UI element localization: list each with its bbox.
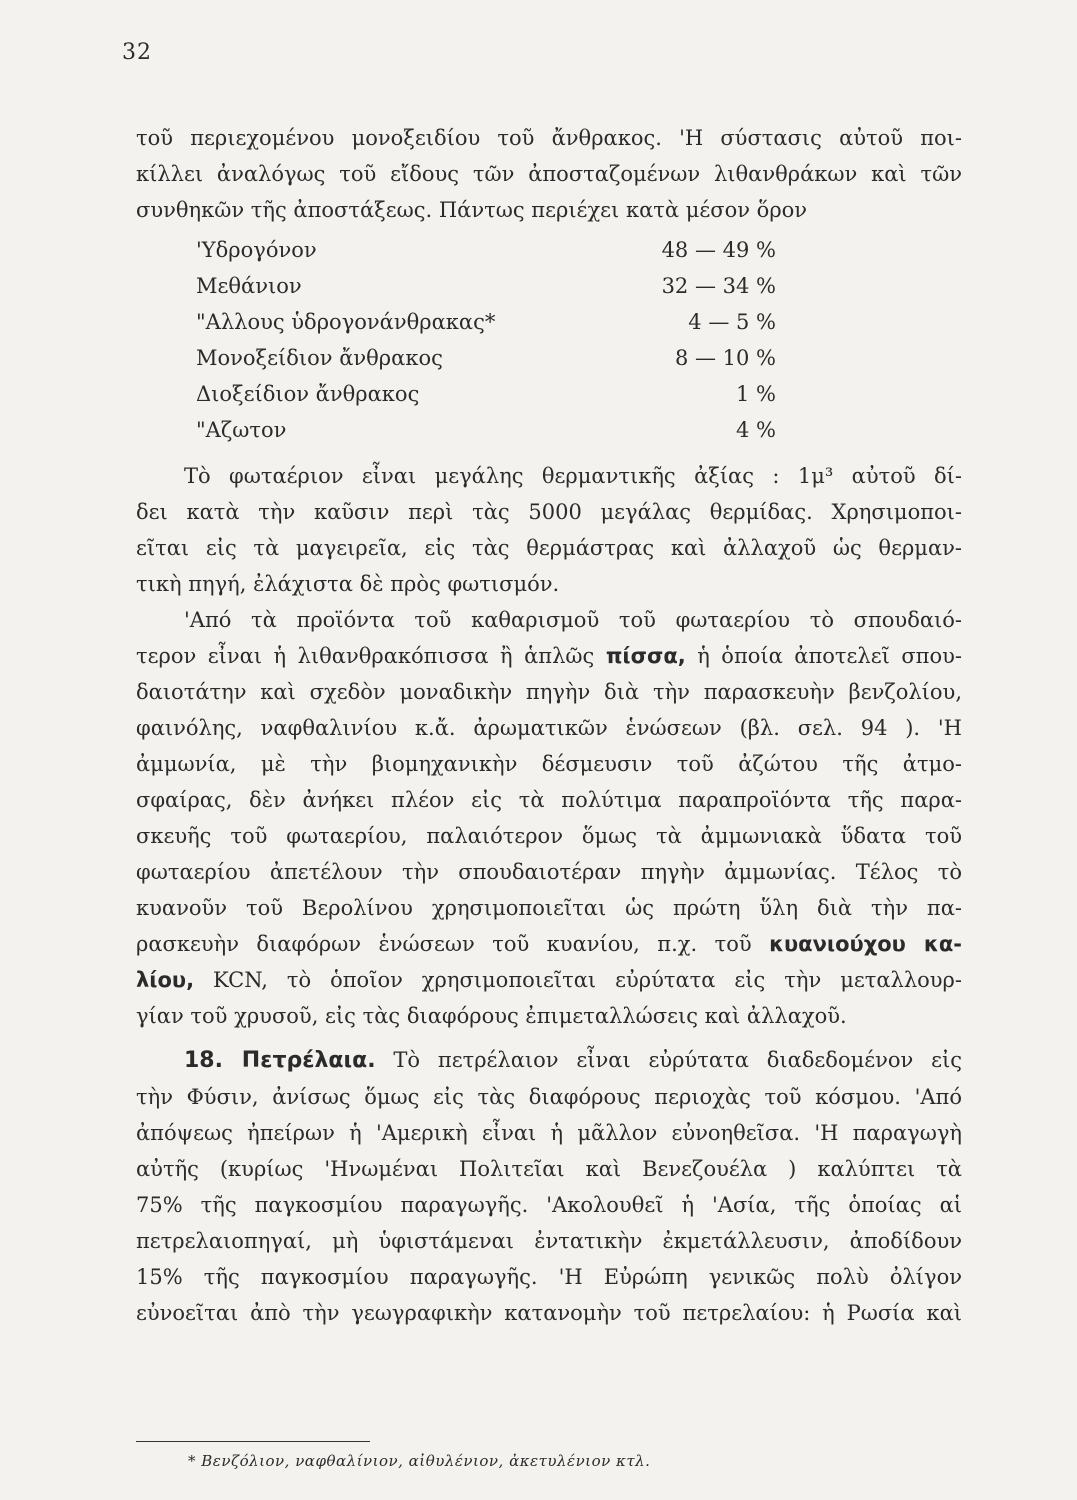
text-line [136, 1042, 962, 1079]
text-line: τικὴ πηγή, ἐλάχιστα δὲ πρὸς φωτισμόν. [136, 572, 560, 596]
text-line: ἀπόψεως ἠπείρων ἡ 'Αμερικὴ εἶναι ἡ μᾶλλον εὐνοηθεῖσα. 'Η παραγωγὴ [136, 1121, 962, 1145]
text-line: συνθηκῶν τῆς ἀποστάξεως. Πάντως περιέχει κατὰ μέσον ὅρον [136, 198, 808, 222]
component-name: "Αλλους ὑδρογονάνθρακας* [196, 310, 496, 334]
component-name: 'Υδρογόνον [196, 238, 317, 262]
text-line: 75% τῆς παγκοσμίου παραγωγῆς. 'Ακολουθεῖ ἡ 'Ασία, τῆς ὁποίας αἱ [136, 1193, 962, 1217]
component-percentage: 1 % [736, 382, 776, 406]
composition-table [196, 232, 776, 448]
text-line: εῖται εἰς τὰ μαγειρεῖα, εἰς τὰς θερμάστρας καὶ ἀλλαχοῦ ὡς θερμαν- [136, 536, 962, 560]
component-name: Μεθάνιον [196, 274, 302, 298]
text-line: αὐτῆς (κυρίως 'Ηνωμέναι Πολιτεῖαι καὶ Βενεζουέλα ) καλύπτει τὰ [136, 1157, 962, 1181]
text-line: δει κατὰ τὴν καῦσιν περὶ τὰς 5000 μεγάλας θερμίδας. Χρησιμοποι- [136, 500, 962, 524]
component-percentage: 32 — 34 % [661, 274, 776, 298]
text-line: εὐνοεῖται ἀπὸ τὴν γεωγραφικὴν κατανομὴν τοῦ πετρελαίου: ἡ Ρωσία καὶ [136, 1301, 962, 1325]
text-segment: Τὸ πετρέλαιον εἶναι εὐρύτατα διαδεδομένον εἰς [393, 1048, 963, 1072]
composition-row [196, 304, 776, 340]
text-line: δαιοτάτην καὶ σχεδὸν μοναδικὴν πηγὴν διὰ τὴν παρασκευὴν βενζολίου, [136, 680, 962, 704]
text-line: κίλλει ἀναλόγως τοῦ εἴδους τῶν ἀποσταζομένων λιθανθράκων καὶ τῶν [136, 162, 962, 186]
composition-row [196, 376, 776, 412]
page-number: 32 [122, 40, 152, 65]
products-paragraph [136, 602, 962, 1034]
composition-row [196, 412, 776, 448]
intro-paragraph [136, 120, 962, 228]
component-percentage: 4 — 5 % [688, 310, 776, 334]
bold-term: λίου, [136, 968, 195, 992]
text-line: κυανοῦν τοῦ Βερολίνου χρησιμοποιεῖται ὡς πρώτη ὕλη διὰ τὴν πα- [136, 896, 962, 920]
text-line: φαινόλης, ναφθαλινίου κ.ἄ. ἀρωματικῶν ἑνώσεων (βλ. σελ. 94 ). 'Η [136, 716, 962, 740]
footnote: * Βενζόλιον, ναφθαλίνιον, αἰθυλένιον, ἀκετυλένιον κτλ. [188, 1452, 651, 1470]
text-line: σφαίρας, δὲν ἀνήκει πλέον εἰς τὰ πολύτιμα παραπροϊόντα τῆς παρα- [136, 788, 962, 812]
text-segment: KCN, τὸ ὁποῖον χρησιμοποιεῖται εὐρύτατα εἰς τὴν μεταλλουρ- [213, 968, 962, 992]
text-line: πετρελαιοπηγαί, μὴ ὑφιστάμεναι ἐντατικὴν ἐκμετάλλευσιν, ἀποδίδουν [136, 1229, 962, 1253]
component-percentage: 4 % [736, 418, 776, 442]
component-name: Διοξείδιον ἄνθρακος [196, 382, 420, 406]
text-line: τοῦ περιεχομένου μονοξειδίου τοῦ ἄνθρακος. 'Η σύστασις αὐτοῦ ποι- [136, 126, 962, 150]
component-name: "Αζωτον [196, 418, 287, 442]
text-line: τὴν Φύσιν, ἀνίσως ὅμως εἰς τὰς διαφόρους περιοχὰς τοῦ κόσμου. 'Από [136, 1085, 962, 1109]
composition-row [196, 340, 776, 376]
text-line: σκευῆς τοῦ φωταερίου, παλαιότερον ὅμως τὰ ἀμμωνιακὰ ὕδατα τοῦ [136, 824, 962, 848]
text-line: γίαν τοῦ χρυσοῦ, εἰς τὰς διαφόρους ἐπιμεταλλώσεις καὶ ἀλλαχοῦ. [136, 1004, 847, 1028]
text-segment: ἡ ὁποία ἀποτελεῖ σπου- [697, 644, 962, 668]
text-line [136, 638, 962, 674]
composition-row [196, 232, 776, 268]
gas-paragraph [136, 458, 962, 602]
component-percentage: 8 — 10 % [674, 346, 776, 370]
text-segment: ρασκευὴν διαφόρων ἑνώσεων τοῦ κυανίου, π.χ. τοῦ [136, 932, 752, 956]
text-segment: τερον εἶναι ἡ λιθανθρακόπισσα ἢ ἁπλῶς [136, 644, 595, 668]
bold-term: πίσσα, [605, 644, 686, 668]
text-line: 'Από τὰ προϊόντα τοῦ καθαρισμοῦ τοῦ φωταερίου τὸ σπουδαιό- [184, 608, 962, 632]
section-heading: 18. Πετρέλαια. [184, 1048, 376, 1073]
bold-term: κυανιούχου κα- [769, 932, 962, 956]
section-18 [136, 1042, 962, 1331]
text-line: ἀμμωνία, μὲ τὴν βιομηχανικὴν δέσμευσιν τοῦ ἀζώτου τῆς ἀτμο- [136, 752, 962, 776]
composition-row [196, 268, 776, 304]
component-percentage: 48 — 49 % [661, 238, 776, 262]
footnote-divider [136, 1441, 370, 1442]
text-line: 15% τῆς παγκοσμίου παραγωγῆς. 'Η Εὐρώπη γενικῶς πολὺ ὀλίγον [136, 1265, 962, 1289]
text-line: Τὸ φωταέριον εἶναι μεγάλης θερμαντικῆς ἀξίας : 1μ³ αὐτοῦ δί- [184, 464, 962, 488]
text-line [136, 926, 962, 962]
text-line: φωταερίου ἀπετέλουν τὴν σπουδαιοτέραν πηγὴν ἀμμωνίας. Τέλος τὸ [136, 860, 962, 884]
text-line [136, 962, 962, 998]
component-name: Μονοξείδιον ἄνθρακος [196, 346, 443, 370]
